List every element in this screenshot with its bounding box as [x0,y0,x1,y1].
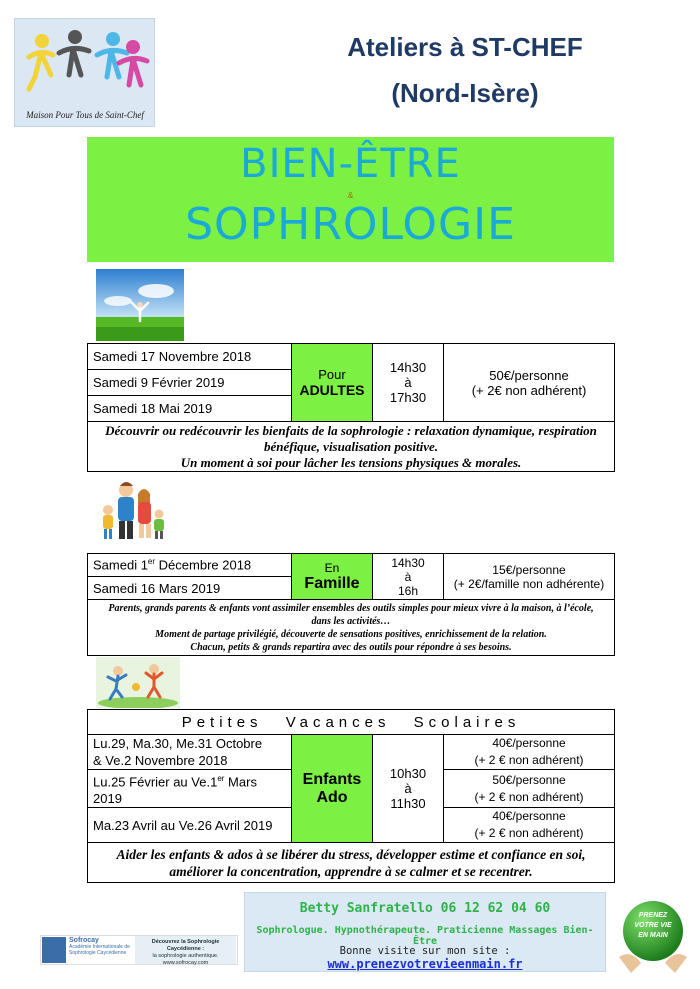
banner-title-sophrologie: SOPHROLOGIE [185,199,516,250]
logo-caption: Maison Pour Tous de Saint-Chef [26,110,144,120]
adultes-date-2: Samedi 9 Février 2019 [88,370,292,396]
vacances-price-2-extra: (+ 2 € non adhérent) [474,789,584,804]
famille-price-extra: (+ 2€/famille non adhérente) [453,576,605,591]
vacances-date-2-suffix: Mars [224,774,257,790]
famille-date-1-sup: er [147,557,156,567]
famille-desc-line: dans les activités… [311,615,391,627]
vacances-description [88,843,615,883]
badge-line: EN MAIN [638,932,668,939]
adultes-desc-line: Un moment à soi pour lâcher les tensions physiques & morales. [180,454,522,470]
page-subtitle: (Nord-Isère) [391,78,539,108]
sofrocay-brand-name: Sofrocay [69,937,99,944]
kids-illustration [96,657,180,708]
vacances-date-1-line: & Ve.2 Novembre 2018 [93,753,228,768]
vacances-table [87,709,615,883]
famille-desc-line: Moment de partage privilégié, découverte de sensations positives, enrichissement de la relation. [155,628,547,640]
contact-site [245,945,605,971]
vacances-date-2 [88,770,292,808]
adultes-price-extra: (+ 2€ non adhérent) [471,382,587,398]
badge-line: PRENEZ [638,912,668,919]
banner [87,137,614,262]
famille-date-2: Samedi 16 Mars 2019 [88,577,292,600]
banner-title-bien-etre: BIEN-ÊTRE [240,141,461,187]
banner-ampersand: & [347,191,354,200]
adultes-time-sep: à [404,375,412,390]
adultes-desc-line: Découvrir ou redécouvrir les bienfaits de la sophrologie : relaxation dynamique, respiration [105,422,597,438]
adultes-date-3: Samedi 18 Mai 2019 [88,396,292,422]
adultes-desc-line: bénéfique, visualisation positive. [263,438,439,454]
famille-public [292,554,373,600]
famille-date-1 [88,554,292,577]
vacances-time-sep: à [404,781,412,797]
vacances-price-3-main: 40€/personne [492,809,566,824]
prenez-votre-vie-badge [617,897,689,975]
famille-desc-line: Chacun, petits & grands repartira avec des outils pour répondre à ses besoins. [190,641,512,653]
adultes-public-value: ADULTES [299,382,365,398]
vacances-date-2-prefix: Lu.25 Février au Ve.1 [93,774,218,790]
vacances-desc-line: améliorer la concentration, apprendre à se calmer et se recentrer. [169,863,533,879]
vacances-price-1-extra: (+ 2 € non adhérent) [474,753,584,767]
sofrocay-ad[interactable] [40,935,238,965]
adultes-public-label: Pour [318,367,346,382]
contact-box [244,892,606,972]
famille-time-end: 16h [397,583,419,598]
vacances-price-1-main: 40€/personne [492,736,566,750]
famille-time [373,554,444,600]
sofrocay-text-line: Découvrez la Sophrologie Caycédienne : [151,939,220,952]
famille-price [444,554,615,600]
famille-price-main: 15€/personne [492,562,566,577]
vacances-date-2-line: 2019 [93,791,122,807]
sofrocay-logo-icon [42,937,66,963]
page-title: Ateliers à ST-CHEF [347,32,583,62]
vacances-desc-line: Aider les enfants & ados à se libérer du stress, développer estime et confiance en soi, [116,846,586,862]
family-illustration [96,478,168,546]
adultes-time [373,344,444,422]
vacances-price-3 [444,808,615,843]
website-link[interactable]: www.prenezvotrevieenmain.fr [327,957,523,971]
badge-line: VOTRE VIE [634,922,672,929]
sofrocay-tagline: Académie Internationale de Sophrologie Caycédienne [69,944,130,956]
vacances-price-2 [444,770,615,808]
sofrocay-text-line: la sophrologie authentique. [152,953,219,959]
vacances-public-line: Ado [316,788,348,806]
contact-name-phone: Betty Sanfratello 06 12 62 04 60 [299,901,551,916]
figures-logo-icon [15,19,154,114]
sofrocay-brand [69,938,133,956]
kids-playing-icon [96,657,180,708]
adultes-public [292,344,373,422]
sofrocay-text-line: www.sofrocay.com [162,960,209,966]
badge-text [629,911,677,941]
vacances-price-3-extra: (+ 2 € non adhérent) [474,826,584,841]
vacances-time-end: 11h30 [390,796,426,812]
adultes-price-main: 50€/personne [489,367,569,383]
vacances-date-1-line: Lu.29, Ma.30, Me.31 Octobre [93,736,263,751]
vacances-header: Petites Vacances Scolaires [88,710,615,735]
sofrocay-text [135,936,236,964]
famille-desc-line: Parents, grands parents & enfants vont assimiler ensembles des outils simples pour mieux vivre à la maison, à l’école, [108,602,594,614]
adultes-time-start: 14h30 [389,360,427,375]
famille-public-value: Famille [304,574,360,592]
adultes-price [444,344,615,422]
vacances-date-3: Ma.23 Avril au Ve.26 Avril 2019 [88,808,292,843]
famille-date-1-prefix: Samedi 1 [93,557,148,573]
contact-subtitle: Sophrologue. Hypnothérapeute. Praticienne Massages Bien-Être [256,925,594,947]
meadow-person-icon [96,269,184,341]
adultes-time-end: 17h30 [389,390,427,405]
adultes-description [88,422,615,472]
adultes-date-1: Samedi 17 Novembre 2018 [88,344,292,370]
family-icon [96,478,168,546]
contact-site-prefix: Bonne visite sur mon site : [339,945,511,957]
famille-time-start: 14h30 [391,555,425,570]
logo [14,18,155,127]
vacances-price-1 [444,735,615,770]
famille-table [87,553,615,656]
adultes-table [87,343,615,472]
famille-public-label: En [324,560,340,575]
vacances-date-1 [88,735,292,770]
famille-date-1-suffix: Décembre 2018 [155,557,252,573]
vacances-public-line: Enfants [302,770,362,788]
meadow-photo [96,269,184,341]
vacances-time [373,735,444,843]
vacances-date-2-sup: er [217,774,225,783]
vacances-public [292,735,373,843]
vacances-time-start: 10h30 [389,766,427,782]
famille-description [88,600,615,656]
vacances-price-2-main: 50€/personne [492,772,566,787]
famille-time-sep: à [404,569,412,584]
